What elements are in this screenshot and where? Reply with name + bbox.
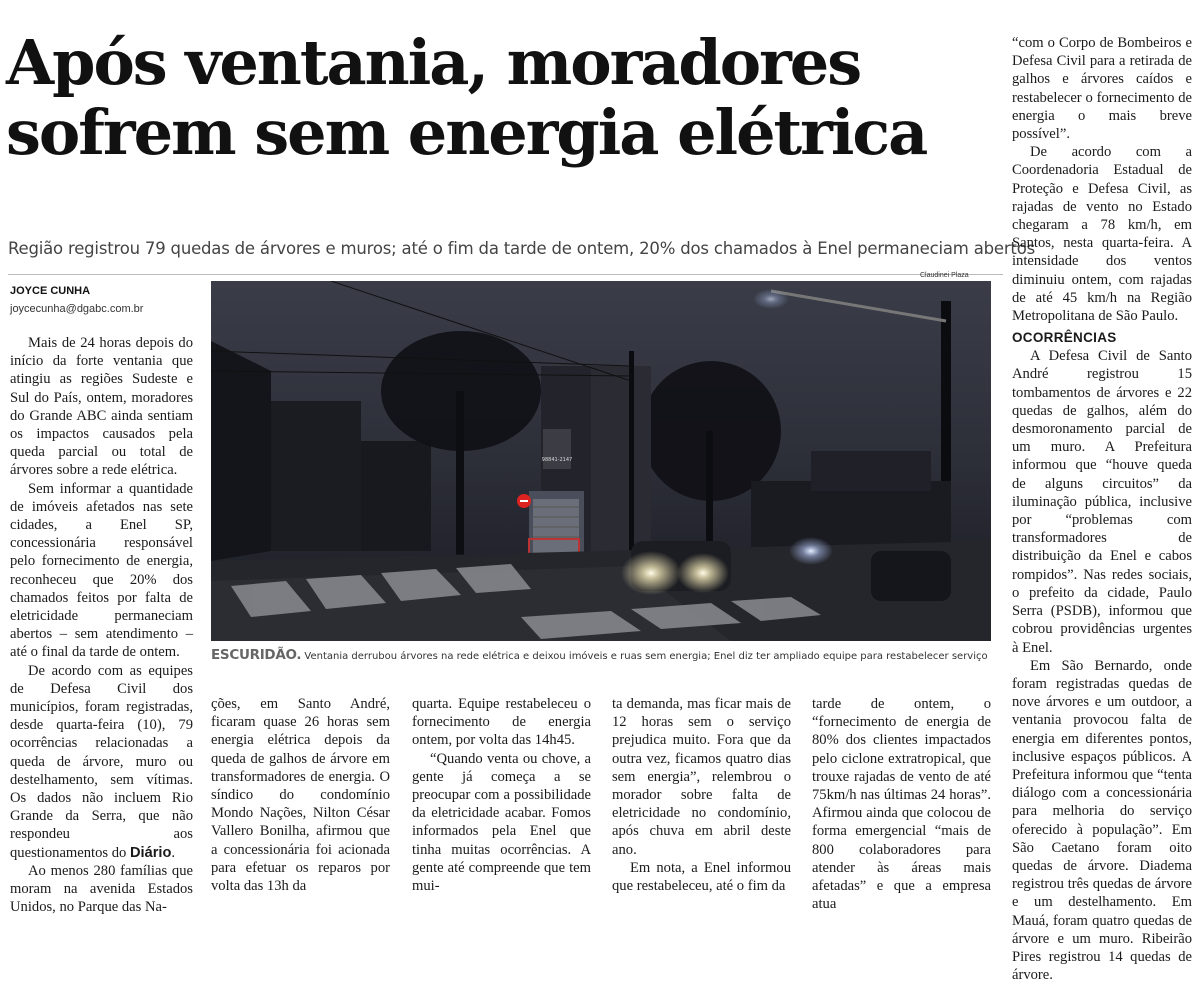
headline-line-2: sofrem sem energia elétrica (6, 96, 927, 169)
paragraph: Sem informar a quantidade de imóveis afetados nas sete cidades, a Enel SP, concessionária responsável pelo fornecimento de energia, reconheceu que 20% dos chamados feitos por falta de eletricidade permaneciam abertos – sem atendimento – até o final da tarde de ontem. (10, 480, 193, 661)
paragraph: ta demanda, mas ficar mais de 12 horas sem o serviço prejudica muito. Fora que da outra vez, ficamos quatro dias sem energia”, relembrou o morador sobre falta de eletricidade no condomínio, após chuva em abril deste ano. (612, 696, 791, 858)
paragraph: Em São Bernardo, onde foram registradas quedas de nove árvores e um outdoor, a ventania provocou falta de energia em diferentes pontos, inclusive espaços públicos. A Prefeitura informou que “tenta diálogo com a concessionária para melhoria do serviço oferecido à população”. Em São Caetano foram oito quedas de árvore. Diadema registrou três quedas de árvore e um destelhamento. Em Mauá, foram quatro quedas de árvore e um muro. Ribeirão Pires registrou 14 quedas de árvore. (1012, 657, 1192, 984)
byline-author: JOYCE CUNHA (10, 285, 91, 297)
photo-caption (211, 646, 1001, 666)
headline-line-1: Após ventania, moradores (6, 26, 861, 99)
paragraph: De acordo com a Coordenadoria Estadual de Proteção e Defesa Civil, as rajadas de vento no Estado chegaram a 78 km/h, em Santos, nesta quarta-feira. A intensidade dos ventos diminuiu ontem, com rajadas de até 45 km/h na Região Metropolitana de São Paulo. (1012, 144, 1192, 325)
paragraph: A Defesa Civil de Santo André registrou 15 tombamentos de árvores e 22 quedas de galhos, além do desmoronamento parcial de um muro. A Prefeitura informou que “houve queda de alguns circuitos” da iluminação pública, inclusive por “problemas com transformadores de distribuição da Enel e cabos rompidos”. Nas redes sociais, o prefeito da cidade, Paulo Serra (PSDB), informou que cobrou providências urgentes à Enel. (1012, 348, 1192, 656)
article-column-2 (211, 695, 390, 895)
article-column-3 (412, 695, 591, 895)
shop-sign-text: 98841-2147 (541, 457, 573, 463)
news-photo (211, 281, 991, 641)
subtitle: Região registrou 79 quedas de árvores e muros; até o fim da tarde de ontem, 20% dos chamados à Enel permaneciam abertos (8, 239, 1035, 258)
section-heading: OCORRÊNCIAS (1012, 330, 1117, 346)
paragraph: Ao menos 280 famílias que moram na avenida Estados Unidos, no Parque das Na- (10, 862, 193, 916)
paragraph: Em nota, a Enel informou que restabeleceu, até o fim da (612, 859, 791, 895)
divider (8, 274, 1003, 275)
paragraph: ções, em Santo André, ficaram quase 26 horas sem energia elétrica depois da queda de galhos de árvore em transformadores de energia. O síndico do condomínio Mondo Nações, Nilton César Vallero Bonilha, afirmou que a concessionária foi acionada para efetuar os reparos por volta das 13h da (211, 696, 390, 895)
caption-kicker: ESCURIDÃO. (211, 647, 302, 663)
article-column-6 (1012, 34, 1192, 984)
headline (6, 28, 1006, 168)
paragraph: “Quando venta ou chove, a gente já começa a se preocupar com a possibilidade da eletricidade acabar. Fomos informados pela Enel que tinha muitas ocorrências. A gente até compreende que tem mui- (412, 750, 591, 895)
paragraph: quarta. Equipe restabeleceu o fornecimento de energia ontem, por volta das 14h45. (412, 696, 591, 749)
photo-credit: Claudinei Plaza (920, 272, 969, 279)
paragraph: De acordo com as equipes de Defesa Civil dos municípios, foram registradas, desde quarta-feira (10), 79 ocorrências relacionadas a queda de árvore, muro ou destelhamento, sem vítimas. Os dados não incluem Rio Grande da Serra, que não respondeu aos questionamentos do Diário. (10, 662, 193, 861)
byline-email[interactable]: joycecunha@dgabc.com.br (10, 303, 144, 315)
caption-text: Ventania derrubou árvores na rede elétrica e deixou imóveis e ruas sem energia; Enel diz ter ampliado equipe para restabelecer serviço (304, 651, 988, 662)
article-column-1 (10, 334, 193, 917)
article-column-5 (812, 695, 991, 913)
article-column-4 (612, 695, 791, 895)
paper-name: Diário (130, 844, 172, 861)
paragraph: “com o Corpo de Bombeiros e Defesa Civil para a retirada de galhos e árvores caídos e restabelecer o fornecimento de energia o mais breve possível”. (1012, 35, 1192, 143)
paragraph: Mais de 24 horas depois do início da forte ventania que atingiu as regiões Sudeste e Sul do País, ontem, moradores do Grande ABC ainda sentiam os impactos causados pela queda parcial ou total de árvores sobre a rede elétrica. (10, 335, 193, 479)
paragraph: tarde de ontem, o “fornecimento de energia de 80% dos clientes impactados pelo ciclone extratropical, que trouxe rajadas de vento de até 75km/h nas últimas 24 horas”. Afirmou ainda que colocou de forma emergencial “mais de 800 colaboradores para atender às áreas mais afetadas” e que a empresa atua (812, 696, 991, 913)
night-street-photo (211, 281, 991, 641)
